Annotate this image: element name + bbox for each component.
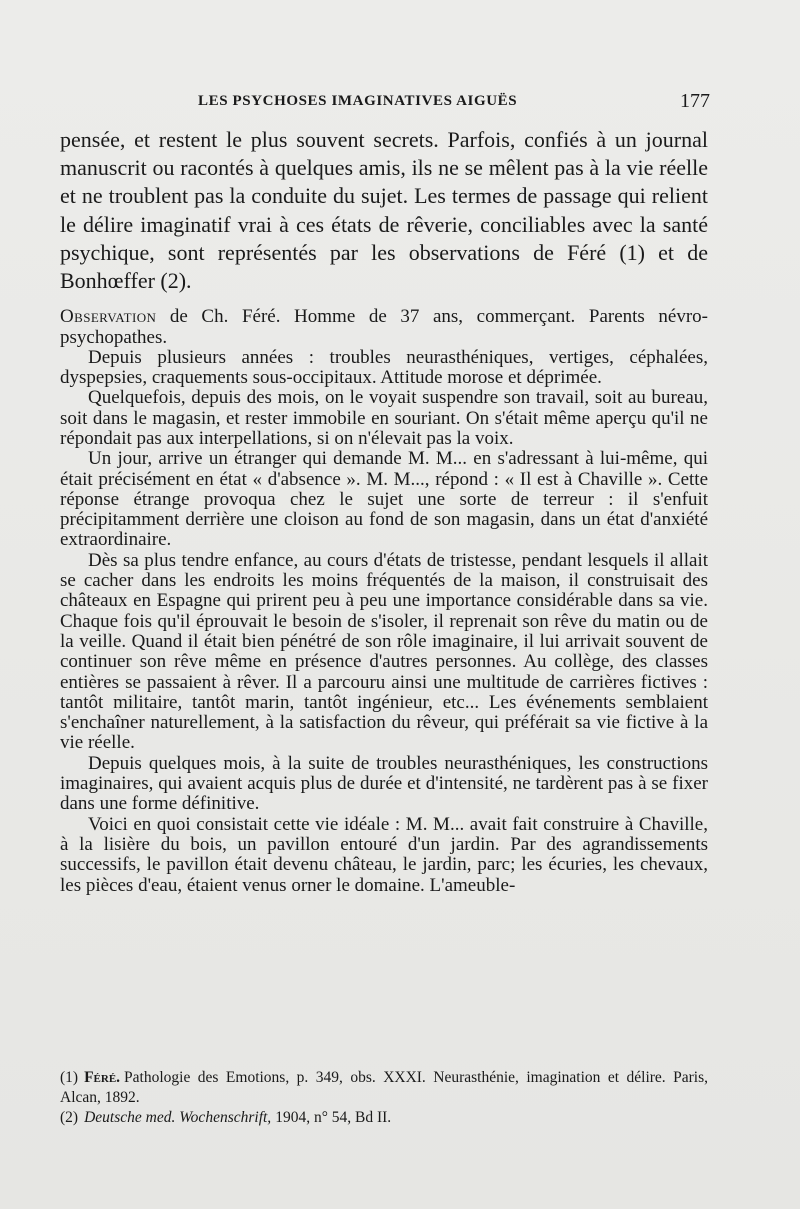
observation-section (60, 307, 708, 896)
footnote-text: Pathologie des Emotions, p. 349, obs. XXXI. Neurasthénie, imagination et délire. Paris, Alcan, 1892. (60, 1069, 708, 1106)
running-title: LES PSYCHOSES IMAGINATIVES AIGUËS (198, 93, 518, 109)
footnote-journal: Deutsche med. Wochenschrift, (84, 1109, 272, 1126)
observation-intro-text: de Ch. Féré. Homme de 37 ans, commerçant. Parents névro-psychopathes. (60, 306, 708, 348)
footnote-2 (60, 1108, 708, 1128)
intro-paragraph: pensée, et restent le plus souvent secrets. Parfois, confiés à un journal manuscrit ou racontés à quelques amis, ils ne se mêlent pas à la vie réelle et ne troublent pas la conduite du sujet. Les termes de passage qui relient le délire imaginatif vrai à ces états de rêverie, conciliables avec la santé psychique, sont représentés par les observations de Féré (1) et de Bonhœffer (2). (60, 127, 708, 294)
footnote-number: (1) (60, 1069, 79, 1086)
body-text (60, 126, 708, 896)
page-number: 177 (680, 90, 710, 112)
running-head (60, 90, 710, 116)
observation-heading-paragraph (60, 307, 708, 348)
observation-paragraph: Quelquefois, depuis des mois, on le voyait suspendre son travail, soit au bureau, soit dans le magasin, et rester immobile en souriant. On s'était même aperçu qu'il ne répondait pas aux interpellations, si on n'élevait pas la voix. (60, 387, 708, 449)
footnote-1 (60, 1068, 708, 1108)
observation-paragraph: Depuis plusieurs années : troubles neurasthéniques, vertiges, céphalées, dyspepsies, craquements sous-occipitaux. Attitude morose et déprimée. (60, 346, 708, 389)
observation-paragraph: Dès sa plus tendre enfance, au cours d'états de tristesse, pendant lesquels il allait se cacher dans les endroits les moins fréquentés de la maison, il construisait des châteaux en Espagne qui prirent peu à peu une importance considérable dans sa vie. Chaque fois qu'il éprouvait le besoin de s'isoler, il reprenait son rêve du matin ou de la veille. Quand il était bien pénétré de son rôle imaginaire, il lui arrivait souvent de continuer son rêve même en présence d'autres personnes. Au collège, des classes entières se passaient à rêver. Il a parcouru ainsi une multitude de carrières fictives : tantôt militaire, tantôt marin, tantôt ingénieur, etc... Les événements semblaient s'enchaîner naturellement, à la satisfaction du rêveur, qui préférait sa vie fictive à la vie réelle. (60, 549, 708, 754)
observation-paragraph: Voici en quoi consistait cette vie idéale : M. M... avait fait construire à Chaville, à la lisière du bois, un pavillon entouré d'un jardin. Par des agrandissements successifs, le pavillon était devenu château, le jardin, parc; les écuries, les chevaux, les pièces d'eau, étaient venus orner le domaine. L'ameuble- (60, 813, 708, 896)
footnote-author: Féré. (84, 1069, 121, 1086)
footnote-number: (2) (60, 1109, 79, 1126)
observation-label: Observation (60, 306, 157, 328)
footnote-text: 1904, n° 54, Bd II. (275, 1109, 392, 1126)
footnotes (60, 1068, 708, 1128)
observation-paragraph: Un jour, arrive un étranger qui demande M. M... en s'adressant à lui-même, qui était précisément en état « d'absence ». M. M..., répond : « Il est à Chaville ». Cette réponse étrange provoqua chez le sujet une sorte de terreur : il s'enfuit précipitamment derrière une cloison au fond de son magasin, dans un état d'anxiété extraordinaire. (60, 448, 708, 551)
observation-paragraph: Depuis quelques mois, à la suite de troubles neurasthéniques, les constructions imaginaires, qui avaient acquis plus de durée et d'intensité, ne tardèrent pas à se fixer dans une forme définitive. (60, 752, 708, 815)
